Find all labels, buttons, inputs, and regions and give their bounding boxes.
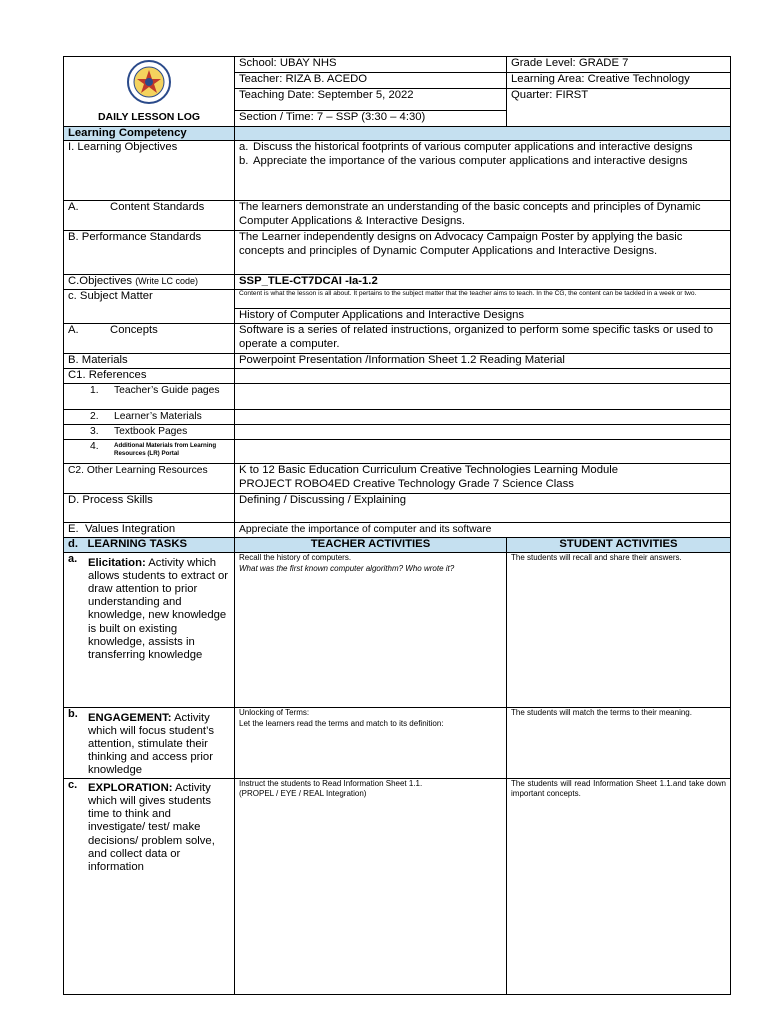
process-skills-text: Defining / Discussing / Explaining <box>235 494 731 523</box>
reference-item: 2. Learner’s Materials <box>64 410 235 425</box>
reference-item: 4. Additional Materials from Learning Resources (LR) Portal <box>64 440 235 464</box>
c-objectives-label: C.Objectives <box>68 275 133 288</box>
task-description: a. Elicitation: Activity which allows students to extract or draw attention to prior understanding and knowledge, new knowledge is built on existing knowledge, assists in transferring knowledge <box>64 553 235 708</box>
teaching-date-cell: Teaching Date: September 5, 2022 <box>235 89 507 111</box>
learning-tasks-label: d. LEARNING TASKS <box>64 538 235 553</box>
task-description: c. EXPLORATION: Activity which will gives students time to think and investigate/ test/ make decisions/ problem solve, and collect data or information <box>64 778 235 994</box>
learning-area-cell: Learning Area: Creative Technology <box>507 73 731 89</box>
c-objectives-label-small: (Write LC code) <box>135 276 199 287</box>
teacher-activity: Unlocking of Terms: Let the learners read the terms and match to its definition: <box>235 708 507 778</box>
other-resources-label: C2. Other Learning Resources <box>64 464 235 494</box>
content-standards-label: A. Content Standards <box>64 201 235 231</box>
subject-matter-topic: History of Computer Applications and Interactive Designs <box>235 309 731 324</box>
objective-item: b. Appreciate the importance of the various computer applications and interactive designs <box>239 154 688 167</box>
grade-level-cell: Grade Level: GRADE 7 <box>507 57 731 73</box>
values-integration-text: Appreciate the importance of computer and its software <box>235 523 731 538</box>
learning-competency-fill <box>235 127 731 141</box>
school-cell: School: UBAY NHS <box>235 57 507 73</box>
teacher-activity: Instruct the students to Read Information Sheet 1.1. (PROPEL / EYE / REAL Integration) <box>235 778 507 994</box>
materials-text: Powerpoint Presentation /Information Sheet 1.2 Reading Material <box>235 354 731 369</box>
dll-title: DAILY LESSON LOG <box>97 111 201 123</box>
learning-objectives-label: I. Learning Objectives <box>64 141 235 201</box>
values-integration-label: E. Values Integration <box>64 523 235 538</box>
reference-item: 1. Teacher’s Guide pages <box>64 384 235 410</box>
performance-standards-text: The Learner independently designs on Advocacy Campaign Poster by applying the basic concepts and principles of Dynamic Computer Applications and Interactive Designs. <box>235 231 731 275</box>
other-resource-line: PROJECT ROBO4ED Creative Technology Grade 7 Science Class <box>239 477 574 490</box>
student-activity: The students will read Information Sheet 1.1.and take down important concepts. <box>507 778 731 994</box>
student-activity: The students will match the terms to their meaning. <box>507 708 731 778</box>
logo-cell <box>64 57 235 127</box>
performance-standards-label: B. Performance Standards <box>64 231 235 275</box>
section-time-cell: Section / Time: 7 – SSP (3:30 – 4:30) <box>235 111 507 127</box>
references-label: C1. References <box>64 369 235 384</box>
concepts-text: Software is a series of related instructions, organized to perform some specific tasks or used to operate a computer. <box>235 324 731 354</box>
process-skills-label: D. Process Skills <box>64 494 235 523</box>
student-activity: The students will recall and share their answers. <box>507 553 731 708</box>
daily-lesson-log-table <box>63 56 731 995</box>
materials-label: B. Materials <box>64 354 235 369</box>
c-objectives-label-cell <box>64 275 235 290</box>
teacher-activity: Recall the history of computers. What was the first known computer algorithm? Who wrote it? <box>235 553 507 708</box>
learning-competency-label: Learning Competency <box>64 127 235 141</box>
reference-item: 3. Textbook Pages <box>64 425 235 440</box>
teacher-activities-header: TEACHER ACTIVITIES <box>235 538 507 553</box>
learning-objectives-cell <box>235 141 731 201</box>
content-standards-text: The learners demonstrate an understanding of the basic concepts and principles of Dynamic Computer Applications & Interactive Designs. <box>235 201 731 231</box>
concepts-label: A. Concepts <box>64 324 235 354</box>
student-activities-header: STUDENT ACTIVITIES <box>507 538 731 553</box>
task-description: b. ENGAGEMENT: Activity which will focus student’s attention, stimulate their thinking and access prior knowledge <box>64 708 235 778</box>
deped-seal-icon <box>126 59 172 105</box>
quarter-cell: Quarter: FIRST <box>507 89 731 127</box>
other-resources-cell <box>235 464 731 494</box>
other-resource-line: K to 12 Basic Education Curriculum Creative Technologies Learning Module <box>239 464 619 477</box>
subject-matter-note: Content is what the lesson is all about. It pertains to the subject matter that the teacher aims to teach. In the CG, the content can be tackled in a week or two. <box>235 290 731 309</box>
subject-matter-label: c. Subject Matter <box>64 290 235 324</box>
objective-item: a. Discuss the historical footprints of various computer applications and interactive designs <box>239 141 693 154</box>
teacher-cell: Teacher: RIZA B. ACEDO <box>235 73 507 89</box>
lc-code: SSP_TLE-CT7DCAI -Ia-1.2 <box>235 275 731 290</box>
